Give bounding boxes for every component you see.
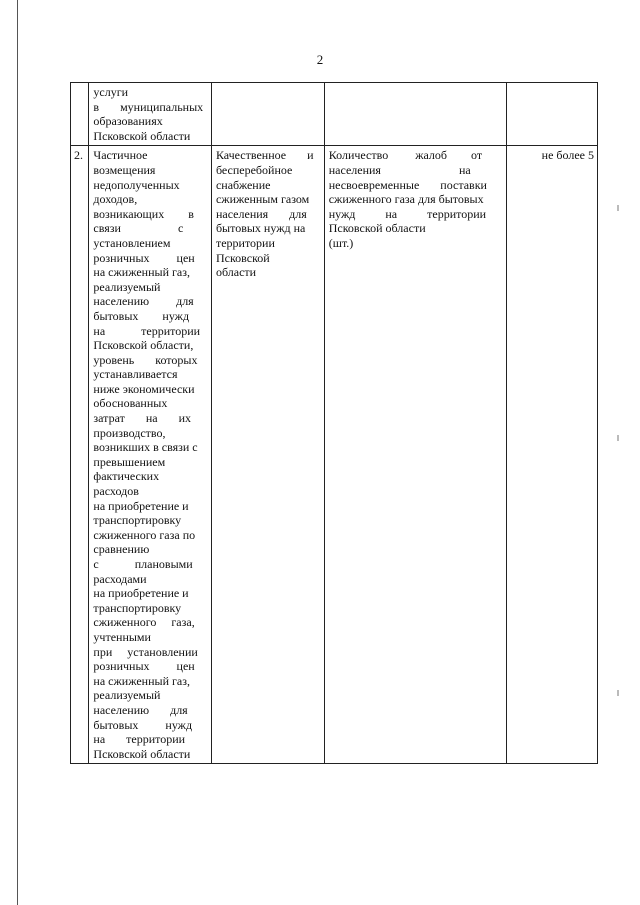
- scan-mark: [617, 205, 619, 211]
- cell-line: сжиженного газа по: [93, 527, 196, 542]
- cell-line: образованиях: [93, 114, 163, 129]
- cell-line: населению для: [93, 702, 188, 717]
- indicators-table: [70, 82, 598, 764]
- cell-line: Частичное: [93, 148, 148, 163]
- cell-line: сжиженного газа для бытовых: [328, 192, 484, 207]
- row-number: 2.: [74, 148, 83, 163]
- cell-line: населения для: [215, 206, 307, 221]
- cell-line: обоснованных: [93, 396, 168, 411]
- value-cell: [506, 83, 597, 146]
- indicator-text: [329, 148, 503, 250]
- cell-line: установлением: [93, 235, 171, 250]
- cell-line: бесперебойное: [215, 162, 293, 177]
- cell-line: области: [215, 265, 257, 280]
- cell-line: снабжение: [215, 177, 271, 192]
- row-number-cell: [71, 83, 89, 146]
- page-edge-line: [17, 0, 18, 905]
- cell-line: фактических: [93, 469, 160, 484]
- cell-line: возмещения: [93, 162, 156, 177]
- cell-line: услуги: [93, 85, 129, 99]
- cell-line: транспортировку: [93, 513, 182, 528]
- page-number: 2: [316, 52, 324, 67]
- measure-cell: [89, 83, 212, 146]
- cell-line: затрат на их: [93, 411, 191, 426]
- cell-line: Псковской области: [328, 221, 426, 236]
- measure-text: [93, 85, 208, 143]
- cell-line: на территории: [93, 323, 201, 338]
- cell-line: производство,: [93, 425, 166, 440]
- cell-line: на сжиженный газ,: [93, 265, 190, 280]
- cell-line: ниже экономически: [93, 381, 195, 396]
- cell-line: при установлении: [93, 644, 198, 659]
- cell-line: несвоевременные поставки: [328, 177, 487, 192]
- cell-line: расходов: [93, 484, 139, 499]
- goal-cell: [211, 146, 324, 764]
- target-value: не более 5: [541, 148, 594, 163]
- cell-line: возникающих в: [93, 206, 194, 221]
- table-row-2: [71, 146, 598, 764]
- cell-line: бытовых нужд на: [215, 221, 306, 236]
- cell-line: Псковской области: [93, 746, 191, 761]
- cell-line: на приобретение и: [93, 586, 189, 601]
- cell-line: реализуемый: [93, 688, 161, 703]
- measure-cell: [89, 146, 212, 764]
- cell-line: сжиженного газа,: [93, 615, 195, 630]
- cell-line: (шт.): [328, 235, 354, 250]
- scan-mark: [617, 690, 619, 696]
- cell-line: населению для: [93, 294, 194, 309]
- cell-line: бытовых нужд: [93, 308, 190, 323]
- cell-line: Количество жалоб от: [328, 148, 483, 163]
- indicator-cell: [324, 146, 506, 764]
- scan-mark: [617, 435, 619, 441]
- cell-line: населения на: [328, 162, 471, 177]
- cell-line: учтенными: [93, 629, 151, 644]
- cell-line: связи с: [93, 221, 184, 236]
- cell-line: Псковской области,: [93, 338, 194, 353]
- cell-line: уровень которых: [93, 352, 198, 367]
- measure-text: [93, 148, 208, 761]
- cell-line: превышением: [93, 454, 166, 469]
- cell-line: устанавливается: [93, 367, 178, 382]
- cell-line: реализуемый: [93, 279, 161, 294]
- value-cell: [506, 146, 597, 764]
- cell-line: Псковской: [215, 250, 270, 265]
- cell-line: сжиженным газом: [215, 192, 310, 207]
- goal-text: [216, 148, 321, 279]
- cell-line: бытовых нужд: [93, 717, 193, 732]
- cell-line: недополученных: [93, 177, 180, 192]
- cell-line: возникших в связи с: [93, 440, 198, 455]
- cell-line: Качественное и: [215, 148, 314, 163]
- cell-line: на приобретение и: [93, 498, 189, 513]
- cell-line: Псковской области: [93, 128, 191, 143]
- cell-line: сравнению: [93, 542, 150, 557]
- cell-line: территории: [215, 235, 275, 250]
- indicator-cell: [324, 83, 506, 146]
- cell-line: в муниципальных: [93, 99, 204, 114]
- row-number-cell: [71, 146, 89, 764]
- cell-line: транспортировку: [93, 600, 182, 615]
- cell-line: розничных цен: [93, 659, 195, 674]
- cell-line: расходами: [93, 571, 147, 586]
- cell-line: с плановыми: [93, 557, 193, 571]
- cell-line: розничных цен: [93, 250, 195, 265]
- cell-line: нужд на территории: [328, 206, 487, 221]
- cell-line: доходов,: [93, 192, 138, 207]
- cell-line: на территории: [93, 732, 186, 747]
- goal-cell: [211, 83, 324, 146]
- table-row-continuation: [71, 83, 598, 146]
- cell-line: на сжиженный газ,: [93, 673, 190, 688]
